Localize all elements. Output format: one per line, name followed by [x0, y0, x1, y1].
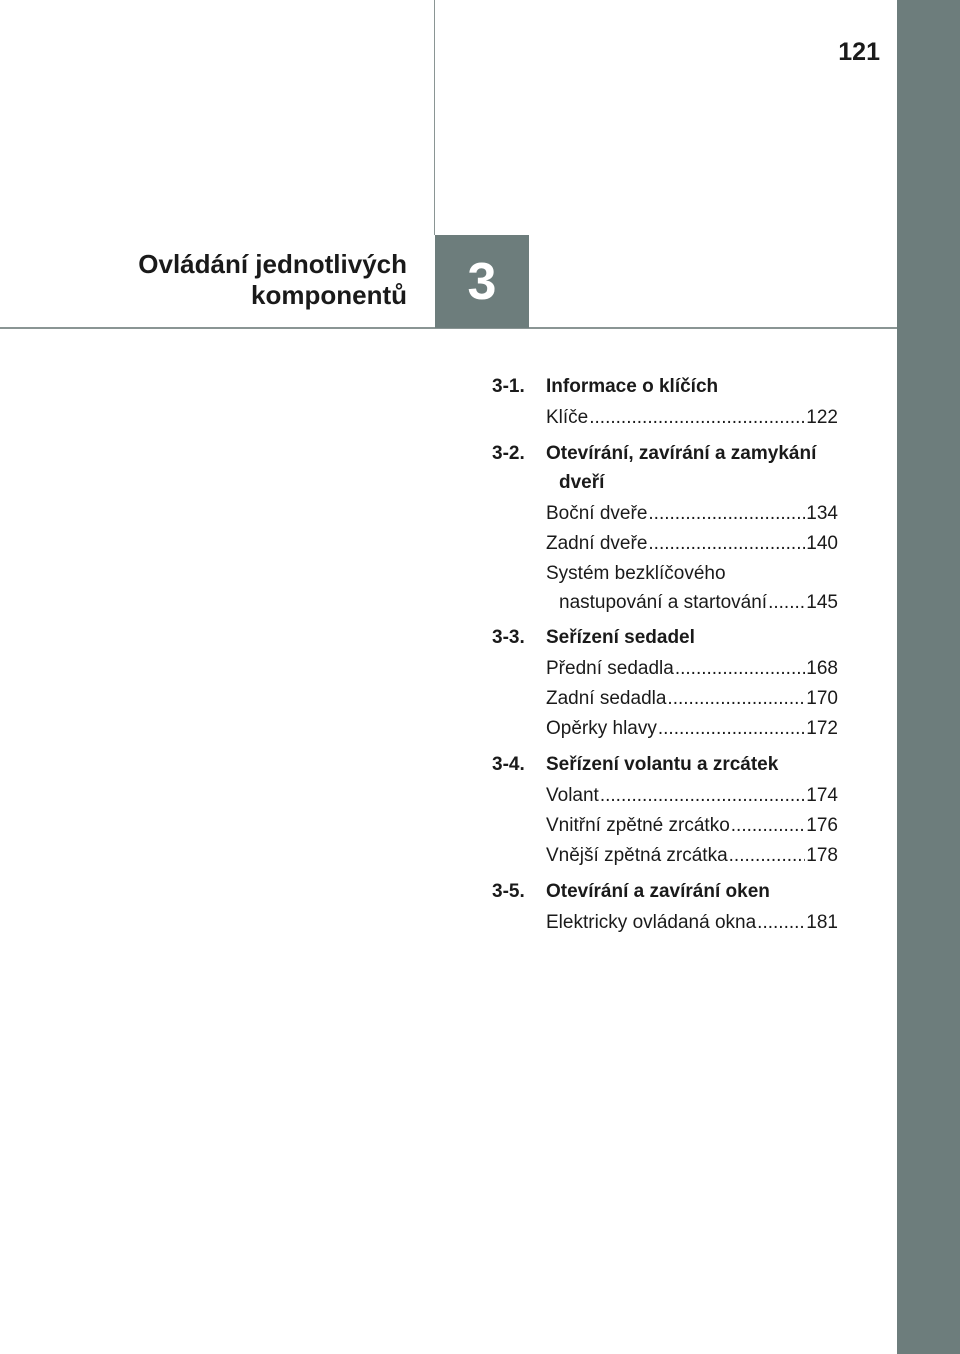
dot-leader	[675, 654, 805, 684]
entry-label-line1: Systém bezklíčového	[546, 563, 726, 584]
toc-section-3-3[interactable]	[492, 623, 838, 652]
entry-label: Vnitřní zpětné zrcátko	[546, 815, 730, 836]
dot-leader	[589, 403, 805, 433]
entry-page: 140	[806, 533, 838, 554]
section-title-line2: dveří	[559, 472, 605, 493]
dot-leader	[729, 841, 806, 871]
entry-page: 176	[806, 815, 838, 836]
dot-leader	[648, 499, 805, 529]
chapter-number-box: 3	[435, 235, 529, 328]
entry-page: 170	[806, 688, 838, 709]
entry-label: Klíče	[546, 407, 589, 428]
chapter-title-line2: komponentů	[251, 280, 407, 310]
toc-entry-elektricka-okna[interactable]	[546, 908, 838, 938]
toc-entry-zadni-sedadla[interactable]	[546, 684, 838, 714]
vertical-rule	[434, 0, 435, 235]
table-of-contents	[492, 372, 838, 938]
section-title: Informace o klíčích	[546, 376, 719, 397]
toc-entry-vnitrni-zrcatko[interactable]	[546, 811, 838, 841]
entry-page: 174	[806, 785, 838, 806]
entry-label: Zadní sedadla	[546, 688, 667, 709]
entry-label: Vnější zpětná zrcátka	[546, 845, 728, 866]
entry-label	[546, 559, 767, 617]
section-title: Seřízení volantu a zrcátek	[546, 754, 779, 775]
toc-entry-predni-sedadla[interactable]	[546, 654, 838, 684]
toc-entry-zadni-dvere[interactable]	[546, 529, 838, 559]
dot-leader	[768, 588, 805, 617]
toc-entry-volant[interactable]	[546, 781, 838, 811]
entry-label: Opěrky hlavy	[546, 718, 657, 739]
section-number: 3-1.	[492, 376, 525, 397]
entry-page: 134	[806, 503, 838, 524]
entry-label: Volant	[546, 785, 599, 806]
entry-label-line2: nastupování a startování	[559, 592, 768, 613]
entry-page: 145	[806, 592, 838, 613]
toc-section-3-1[interactable]	[492, 372, 838, 401]
toc-entry-bocni-dvere[interactable]	[546, 499, 838, 529]
dot-leader	[731, 811, 806, 841]
entry-label: Přední sedadla	[546, 658, 674, 679]
section-title: Seřízení sedadel	[546, 627, 695, 648]
toc-entry-bezklicovy-system[interactable]	[546, 559, 838, 617]
section-number: 3-3.	[492, 627, 525, 648]
entry-label: Elektricky ovládaná okna	[546, 912, 757, 933]
side-tab-bar	[897, 0, 960, 1354]
toc-entry-operky-hlavy[interactable]	[546, 714, 838, 744]
section-number: 3-5.	[492, 881, 525, 902]
section-title	[546, 439, 838, 497]
page-number: 121	[838, 38, 880, 66]
entry-page: 172	[806, 718, 838, 739]
section-number: 3-2.	[492, 443, 525, 464]
dot-leader	[757, 908, 805, 938]
dot-leader	[600, 781, 805, 811]
entry-page: 122	[806, 407, 838, 428]
section-number: 3-4.	[492, 754, 525, 775]
chapter-title	[138, 249, 407, 311]
dot-leader	[667, 684, 805, 714]
entry-label: Zadní dveře	[546, 533, 648, 554]
toc-section-3-5[interactable]	[492, 877, 838, 906]
section-title-line1: Otevírání, zavírání a zamykání	[546, 443, 817, 464]
entry-page: 168	[806, 658, 838, 679]
section-title: Otevírání a zavírání oken	[546, 881, 770, 902]
toc-entry-klice[interactable]	[546, 403, 838, 433]
dot-leader	[658, 714, 805, 744]
chapter-title-line1: Ovládání jednotlivých	[138, 249, 407, 279]
entry-page: 178	[806, 845, 838, 866]
entry-page: 181	[806, 912, 838, 933]
toc-entry-vnejsi-zrcatka[interactable]	[546, 841, 838, 871]
toc-section-3-2[interactable]	[492, 439, 838, 497]
dot-leader	[648, 529, 805, 559]
toc-section-3-4[interactable]	[492, 750, 838, 779]
entry-label: Boční dveře	[546, 503, 648, 524]
